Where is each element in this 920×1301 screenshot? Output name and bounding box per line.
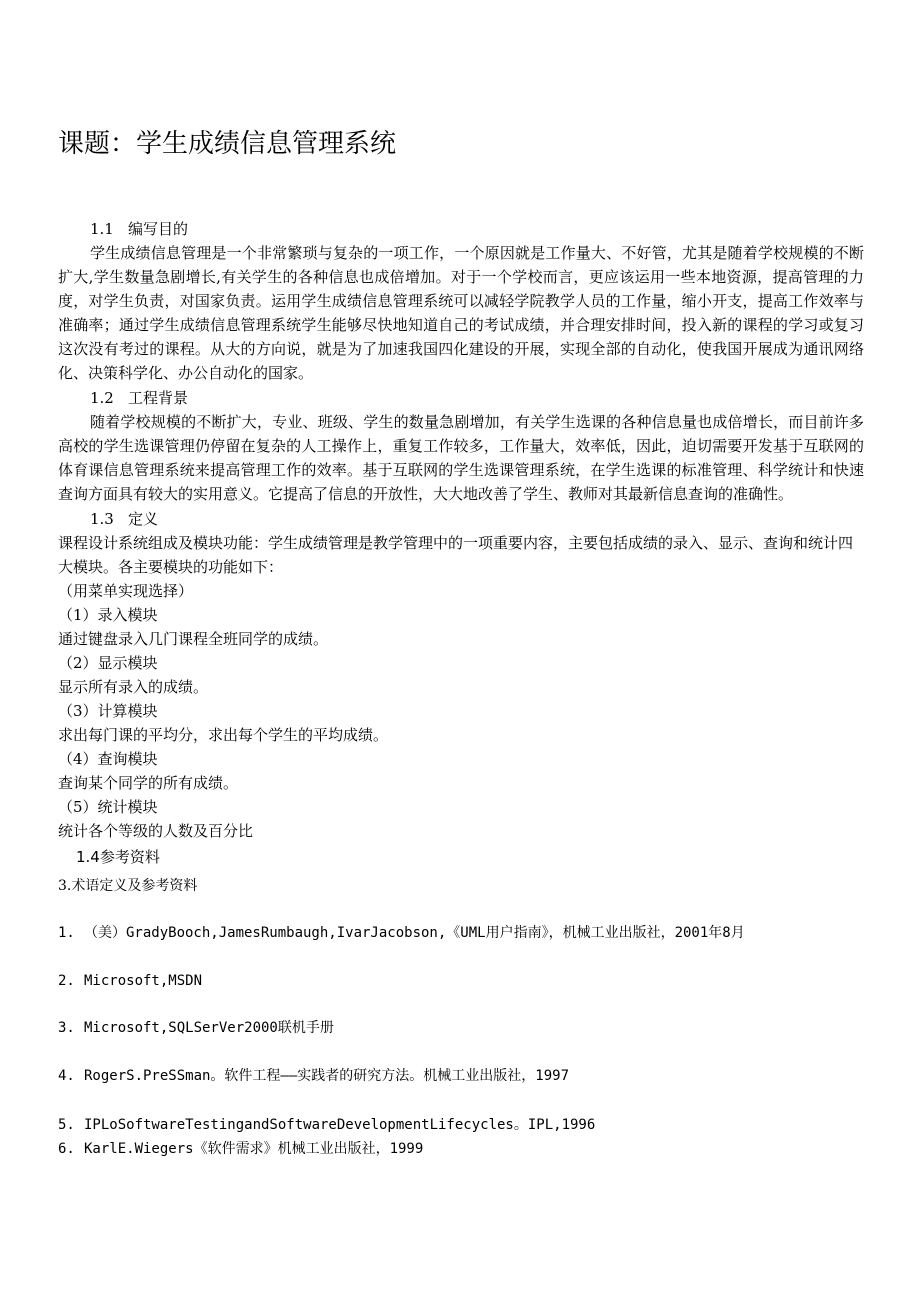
section-heading-1-1 bbox=[90, 217, 188, 241]
section-title: 工程背景 bbox=[128, 389, 189, 407]
reference-item bbox=[58, 922, 745, 944]
reference-number: 5. bbox=[58, 1117, 75, 1133]
reference-number: 6. bbox=[58, 1141, 75, 1157]
module-name: （3）计算模块 bbox=[58, 702, 158, 720]
module-desc: 求出每门课的平均分，求出每个学生的平均成绩。 bbox=[58, 726, 389, 744]
module-desc: 显示所有录入的成绩。 bbox=[58, 678, 209, 696]
reference-item bbox=[58, 1065, 569, 1087]
reference-item bbox=[58, 970, 202, 992]
section-title: 定义 bbox=[128, 510, 159, 528]
section-heading-1-2 bbox=[90, 386, 188, 410]
module-desc: 通过键盘录入几门课程全班同学的成绩。 bbox=[58, 630, 329, 648]
module-name: （5）统计模块 bbox=[58, 798, 158, 816]
reference-number: 4. bbox=[58, 1068, 75, 1084]
document-title: 课题：学生成绩信息管理系统 bbox=[58, 129, 397, 159]
reference-item bbox=[58, 1138, 423, 1160]
reference-number: 1. bbox=[58, 925, 75, 941]
section-number: 1.2 bbox=[90, 389, 114, 407]
reference-number: 3. bbox=[58, 1020, 75, 1036]
section-number: 1.3 bbox=[90, 510, 114, 528]
reference-text: Microsoft,MSDN bbox=[84, 973, 203, 989]
reference-text: Microsoft,SQLSerVer2000联机手册 bbox=[84, 1020, 334, 1036]
section-paragraph-1-2: 随着学校规模的不断扩大，专业、班级、学生的数量急剧增加，有关学生选课的各种信息量也成倍增长，而目前许多高校的学生选课管理仍停留在复杂的人工操作上，重复工作较多，工作量大，效率低，因此，迫切需要开发基于互联网的体育课信息管理系统来提高管理工作的效率。基于互联网的学生选课管理系统，在学生选课的标准管理、科学统计和快速查询方面具有较大的实用意义。它提高了信息的开放性，大大地改善了学生、教师对其最新信息查询的准确性。 bbox=[58, 413, 864, 503]
module-name: （2）显示模块 bbox=[58, 654, 158, 672]
module-desc: 查询某个同学的所有成绩。 bbox=[58, 774, 239, 792]
menu-note: （用菜单实现选择） bbox=[58, 582, 194, 600]
section-heading-1-3 bbox=[90, 507, 158, 531]
reference-text: KarlE.Wiegers《软件需求》机械工业出版社，1999 bbox=[84, 1141, 424, 1157]
references-heading: 1.4参考资料 bbox=[76, 848, 160, 866]
reference-text: RogerS.PreSSman。软件工程——实践者的研究方法。机械工业出版社，1997 bbox=[84, 1068, 570, 1084]
reference-text: （美）GradyBooch,JamesRumbaugh,IvarJacobson,《UML用户指南》，机械工业出版社，2001年8月 bbox=[84, 925, 745, 941]
section-title: 编写目的 bbox=[128, 220, 189, 238]
reference-item bbox=[58, 1017, 334, 1039]
module-desc: 统计各个等级的人数及百分比 bbox=[58, 822, 254, 840]
reference-item bbox=[58, 1114, 595, 1136]
reference-number: 2. bbox=[58, 973, 75, 989]
module-name: （1）录入模块 bbox=[58, 606, 158, 624]
definition-intro: 课程设计系统组成及模块功能：学生成绩管理是教学管理中的一项重要内容，主要包括成绩的录入、显示、查询和统计四大模块。各主要模块的功能如下： bbox=[58, 534, 854, 576]
section-paragraph-1-1: 学生成绩信息管理是一个非常繁琐与复杂的一项工作，一个原因就是工作量大、不好管，尤其是随着学校规模的不断扩大,学生数量急剧增长,有关学生的各种信息也成倍增加。对于一个学校而言，更应该运用一些本地资源，提高管理的力度，对学生负责，对国家负责。运用学生成绩信息管理系统可以减轻学院教学人员的工作量，缩小开支，提高工作效率与准确率；通过学生成绩信息管理系统学生能够尽快地知道自己的考试成绩，并合理安排时间，投入新的课程的学习或复习这次没有考过的课程。从大的方向说，就是为了加速我国四化建设的开展，实现全部的自动化，使我国开展成为通讯网络化、决策科学化、办公自动化的国家。 bbox=[58, 244, 864, 382]
module-name: （4）查询模块 bbox=[58, 750, 158, 768]
section-number: 1.1 bbox=[90, 220, 114, 238]
reference-text: IPLoSoftwareTestingandSoftwareDevelopmentLifecycles。IPL,1996 bbox=[84, 1117, 596, 1133]
terms-heading: 3.术语定义及参考资料 bbox=[58, 878, 198, 894]
